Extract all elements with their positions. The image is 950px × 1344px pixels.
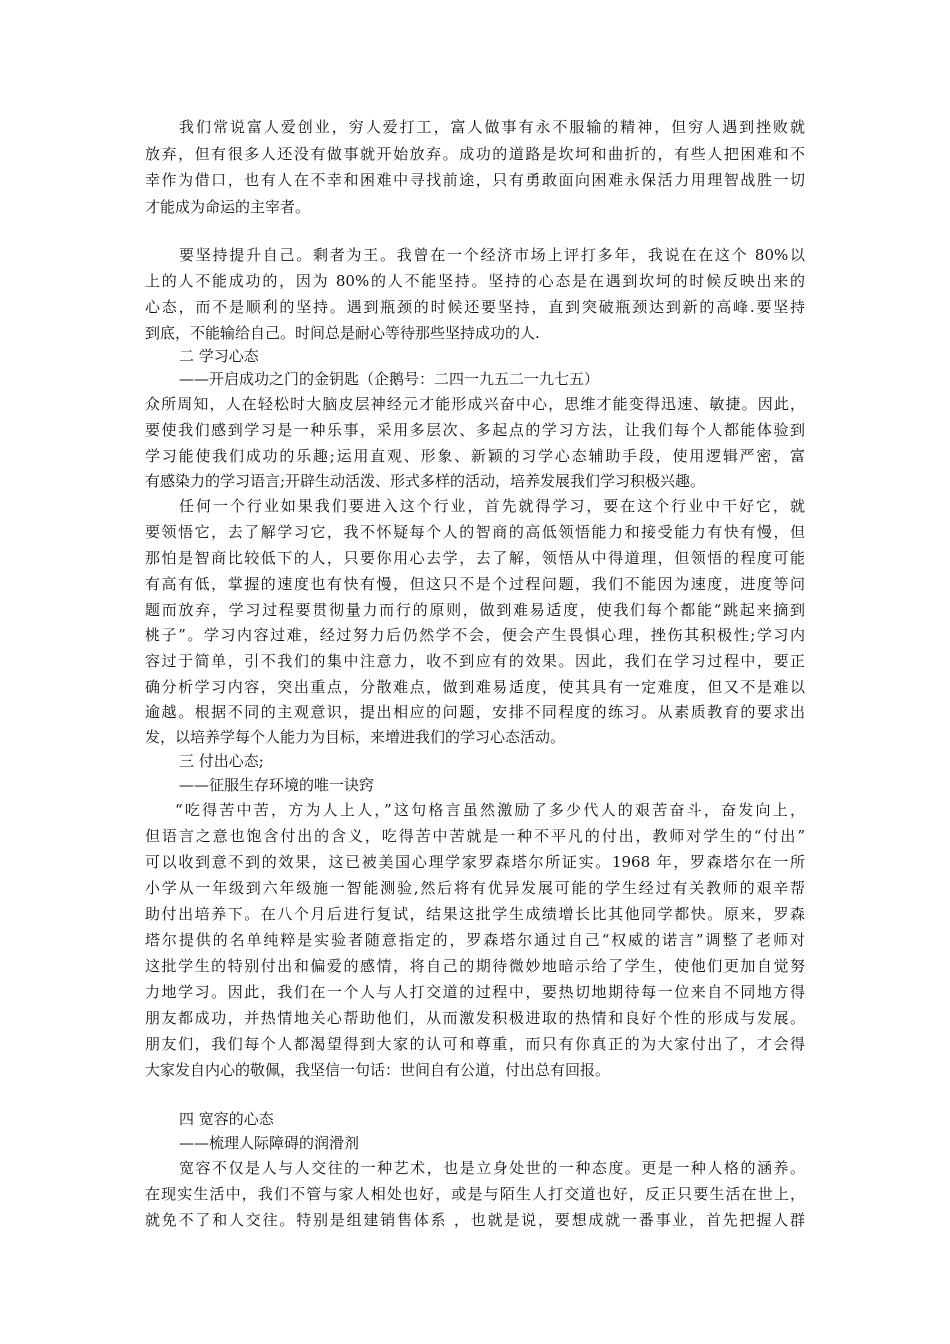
- paragraph-3-line-3: 学习能使我们成功的乐趣;运用直观、形象、新颖的习学心态辅助手段，使用逻辑严密，富: [145, 447, 805, 465]
- paragraph-5-line-4: 小学从一年级到六年级施一智能测验,然后将有优异发展可能的学生经过有关教师的艰辛帮: [145, 879, 805, 897]
- paragraph-6-line-2: 在现实生活中，我们不管与家人相处也好，或是与陌生人打交道也好，反正只要生活在世上，: [145, 1185, 805, 1203]
- paragraph-4-line-1: 任何一个行业如果我们要进入这个行业，首先就得学习，要在这个行业中干好它，就: [179, 497, 805, 515]
- paragraph-4-line-4: 有高有低，掌握的速度也有快有慢，但这只不是个过程问题，我们不能因为速度，进度等问: [145, 575, 805, 593]
- paragraph-2-line-4: 到底，不能输给自己。时间总是耐心等待那些坚持成功的人.: [145, 324, 540, 342]
- section-4-heading: 四 宽容的心态: [179, 1110, 274, 1128]
- paragraph-4-line-9: 逾越。根据不同的主观意识，提出相应的问题，安排不同程度的练习。从素质教育的要求出: [145, 703, 805, 721]
- paragraph-1-line-4: 才能成为命运的主宰者。: [145, 198, 311, 216]
- section-2-heading: 二 学习心态: [179, 347, 259, 365]
- paragraph-5-line-11: 大家发自内心的敬佩，我坚信一句话：世间自有公道，付出总有回报。: [145, 1061, 611, 1079]
- section-2-subtitle: ——开启成功之门的金钥匙（企鹅号：二四一九五二一九七五）: [179, 370, 600, 388]
- paragraph-3-line-2: 要使我们感到学习是一种乐事，采用多层次、多起点的学习方法，让我们每个人都能体验到: [145, 421, 805, 439]
- paragraph-4-line-2: 要领悟它，去了解学习它，我不怀疑每个人的智商的高低领悟能力和接受能力有快有慢，但: [145, 523, 805, 541]
- section-3-heading: 三 付出心态;: [179, 752, 264, 770]
- paragraph-2-line-2: 上的人不能成功的，因为 80%的人不能坚持。坚持的心态是在遇到坎坷的时候反映出来的: [145, 272, 805, 290]
- paragraph-4-line-7: 容过于简单，引不我们的集中注意力，收不到应有的效果。因此，我们在学习过程中，要正: [145, 652, 805, 670]
- paragraph-5-line-3: 可以收到意不到的效果，这已被美国心理学家罗森塔尔所证实。1968 年，罗森塔尔在一所: [145, 853, 805, 871]
- paragraph-2-line-1: 要坚持提升自己。剩者为王。我曾在一个经济市场上评打多年，我说在在这个 80%以: [179, 246, 805, 264]
- paragraph-6-line-1: 宽容不仅是人与人交往的一种艺术，也是立身处世的一种态度。更是一种人格的涵养。: [179, 1159, 805, 1177]
- paragraph-5-line-10: 朋友们，我们每个人都渴望得到大家的认可和尊重，而只有你真正的为大家付出了，才会得: [145, 1035, 805, 1053]
- paragraph-5-line-5: 助付出培养下。在八个月后进行复试，结果这批学生成绩增长比其他同学都快。原来，罗森: [145, 905, 805, 923]
- paragraph-3-line-4: 有感染力的学习语言;开辟生动活泼、形式多样的活动，培养发展我们学习积极兴趣。: [145, 472, 706, 490]
- section-4-subtitle: ——梳理人际障碍的润滑剂: [179, 1134, 360, 1152]
- paragraph-5-line-6: 塔尔提供的名单纯粹是实验者随意指定的，罗森塔尔通过自己“权威的诺言”调整了老师对: [145, 931, 805, 949]
- paragraph-1-line-3: 幸作为借口，也有人在不幸和困难中寻找前途，只有勇敢面向困难永保活力用理智战胜一切: [145, 171, 805, 189]
- paragraph-1-line-1: 我们常说富人爱创业，穷人爱打工，富人做事有永不服输的精神，但穷人遇到挫败就: [179, 118, 805, 136]
- paragraph-4-line-3: 那怕是智商比较低下的人，只要你用心去学，去了解，领悟从中得道理，但领悟的程度可能: [145, 549, 805, 567]
- paragraph-1-line-2: 放弃，但有很多人还没有做事就开始放弃。成功的道路是坎坷和曲折的，有些人把困难和不: [145, 145, 805, 163]
- section-3-subtitle: ——征服生存环境的唯一诀窍: [179, 776, 375, 794]
- paragraph-5-line-2: 但语言之意也饱含付出的含义，吃得苦中苦就是一种不平凡的付出，教师对学生的“付出”: [145, 827, 805, 845]
- paragraph-2-line-3: 心态，而不是顺利的坚持。遇到瓶颈的时候还要坚持，直到突破瓶颈达到新的高峰.要坚持: [145, 298, 805, 316]
- paragraph-4-line-6: 桃子”。学习内容过难，经过努力后仍然学不会，便会产生畏惧心理，挫伤其积极性;学习内: [145, 626, 805, 644]
- paragraph-4-line-5: 题而放弃，学习过程要贯彻量力而行的原则，做到难易适度，使我们每个都能“跳起来摘到: [145, 601, 805, 619]
- paragraph-6-line-3: 就免不了和人交往。特别是组建销售体系 ，也就是说，要想成就一番事业，首先把握人群: [145, 1211, 805, 1229]
- paragraph-5-line-9: 朋友都成功，并热情地关心帮助他们，从而激发积极进取的热情和良好个性的形成与发展。: [145, 1009, 805, 1027]
- paragraph-5-line-1: “吃得苦中苦，方为人上人，”这句格言虽然激励了多少代人的艰苦奋斗，奋发向上，: [175, 801, 805, 819]
- paragraph-3-line-1: 众所周知，人在轻松时大脑皮层神经元才能形成兴奋中心，思维才能变得迅速、敏捷。因此，: [145, 395, 805, 413]
- paragraph-4-line-8: 确分析学习内容，突出重点，分散难点，做到难易适度，使其具有一定难度，但又不是难以: [145, 678, 805, 696]
- paragraph-4-line-10: 发，以培养学每个人能力为目标，来增进我们的学习心态活动。: [145, 728, 566, 746]
- paragraph-5-line-7: 这批学生的特别付出和偏爱的感情，将自己的期待微妙地暗示给了学生，使他们更加自觉努: [145, 957, 805, 975]
- paragraph-5-line-8: 力地学习。因此，我们在一个人与人打交道的过程中，要热切地期待每一位来自不同地方得: [145, 983, 805, 1001]
